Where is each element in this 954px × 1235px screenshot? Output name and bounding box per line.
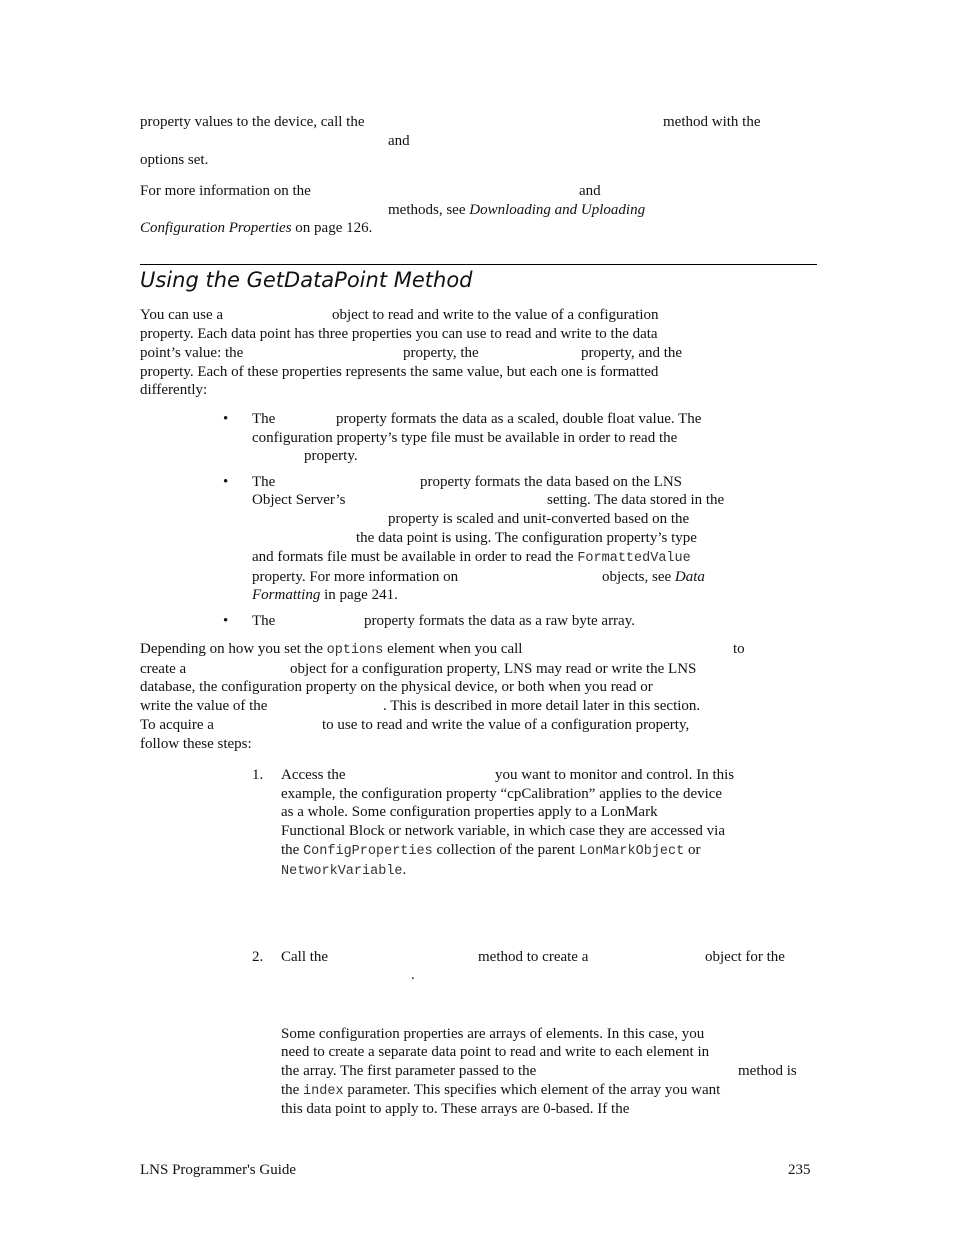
step2-para-line-4 [281,1081,720,1101]
cross-reference-italic-2: Configuration Properties [140,220,292,236]
data-italic: Data [674,569,705,585]
lonmarkobject-code: LonMarkObject [578,844,685,859]
para2-line-1d: to [733,641,745,657]
index-code: index [303,1084,344,1099]
step1-line-2: example, the configuration property “cpCalibration” applies to the device [281,786,723,802]
para1-line-1a: You can use a [140,307,224,323]
bullet1-line-1a: The [252,411,276,427]
formattedvalue-code: FormattedValue [577,551,691,566]
bullet1-line-3: property. [304,448,358,464]
bullet2-line-1a: The [252,474,276,490]
bullet-marker-2: • [223,474,229,490]
collection-text: collection of the parent [436,842,576,858]
step-2-number: 2. [252,949,264,965]
networkvariable-code: NetworkVariable [281,864,403,879]
step1-line-3: as a whole. Some configuration properties apply to a LonMark [281,804,658,820]
methods-see-text: methods, see [388,202,466,218]
bullet2-line-2a: Object Server’s [252,492,346,508]
step2-line-1b: method to create a [478,949,589,965]
cross-reference-italic: Downloading and Uploading [469,202,646,218]
element-text: element when you call [387,641,523,657]
objects-see-text: objects, see [602,569,672,585]
para2-line-5b: to use to read and write the value of a configuration property, [322,717,690,733]
depending-text: Depending on how you set the [140,641,323,657]
para1-line-3c: property, and the [581,345,683,361]
intro-p2-line-1a: For more information on the [140,183,311,199]
step1-line-1b: you want to monitor and control. In this [495,767,735,783]
para2-line-6: follow these steps: [140,736,252,752]
intro-line-3: options set. [140,152,209,168]
parameter-text: parameter. This specifies which element of the array you want [347,1082,721,1098]
configproperties-code: ConfigProperties [303,844,433,859]
the-text: the [281,842,300,858]
step2-para-line-1: Some configuration properties are arrays of elements. In this case, you [281,1026,705,1042]
step2-para-line-3b: method is [738,1063,797,1079]
section-heading: Using the GetDataPoint Method [140,268,473,292]
formatting-italic: Formatting [252,587,321,603]
para2-line-4b: . This is described in more detail later in this section. [383,698,701,714]
options-code: options [326,643,384,658]
step1-line-4: Functional Block or network variable, in which case they are accessed via [281,823,726,839]
bullet2-line-1b: property formats the data based on the LNS [420,474,683,490]
para1-line-2: property. Each data point has three properties you can use to read and write to the data [140,326,658,342]
intro-p2-line-1b: and [579,183,601,199]
bullet2-line-6b [602,568,705,587]
intro-p2-line-2 [388,201,645,220]
step1-line-6 [281,861,406,881]
bullet3-line-1b: property formats the data as a raw byte array. [364,613,635,629]
step2-line-1a: Call the [281,949,329,965]
or-text: or [687,842,701,858]
step1-line-1a: Access the [281,767,346,783]
bullet1-line-1b: property formats the data as a scaled, double float value. The [336,411,702,427]
bullet-marker-1: • [223,411,229,427]
bullet3-line-1a: The [252,613,276,629]
bullet-marker-3: • [223,613,229,629]
period: . [402,862,407,878]
intro-line-2: and [388,133,410,149]
step2-line-1c: object for the [705,949,785,965]
bullet2-line-5 [252,548,691,568]
para1-line-4: property. Each of these properties represents the same value, but each one is formatted [140,364,659,380]
bullet2-line-2b: setting. The data stored in the [547,492,725,508]
bullet2-line-7 [252,586,398,605]
footer-title: LNS Programmer's Guide [140,1162,297,1178]
para1-line-3a: point’s value: the [140,345,244,361]
step2-line-2: . [411,967,415,983]
para2-line-2b: object for a configuration property, LNS may read or write the LNS [290,661,697,677]
step2-para-line-5: this data point to apply to. These arrays are 0-based. If the [281,1101,630,1117]
step2-para-line-2: need to create a separate data point to read and write to each element in [281,1044,710,1060]
intro-line-1b: method with the [663,114,761,130]
step-1-number: 1. [252,767,264,783]
bullet2-line-6a: property. For more information on [252,569,459,585]
para1-line-5: differently: [140,382,208,398]
bullet2-line-3: property is scaled and unit-converted based on the [388,511,690,527]
step2-para-line-3a: the array. The first parameter passed to the [281,1063,537,1079]
intro-p2-line-3 [140,219,372,238]
para2-line-5a: To acquire a [140,717,214,733]
page-ref-241: in page 241. [324,587,398,603]
step1-line-5 [281,841,700,861]
the-text-2: the [281,1082,300,1098]
bullet2-text: and formats file must be available in order to read the [252,549,574,565]
para2-line-4a: write the value of the [140,698,268,714]
para2-line-1a [140,640,522,660]
page-reference: on page 126. [295,220,373,236]
intro-line-1a: property values to the device, call the [140,114,365,130]
footer-page-number: 235 [788,1162,811,1178]
section-rule [140,264,817,265]
para2-line-2a: create a [140,661,187,677]
para2-line-3: database, the configuration property on the physical device, or both when you read or [140,679,653,695]
bullet1-line-2: configuration property’s type file must be available in order to read the [252,430,678,446]
para1-line-3b: property, the [403,345,479,361]
bullet2-line-4: the data point is using. The configuration property’s type [356,530,697,546]
para1-line-1b: object to read and write to the value of a configuration [332,307,659,323]
